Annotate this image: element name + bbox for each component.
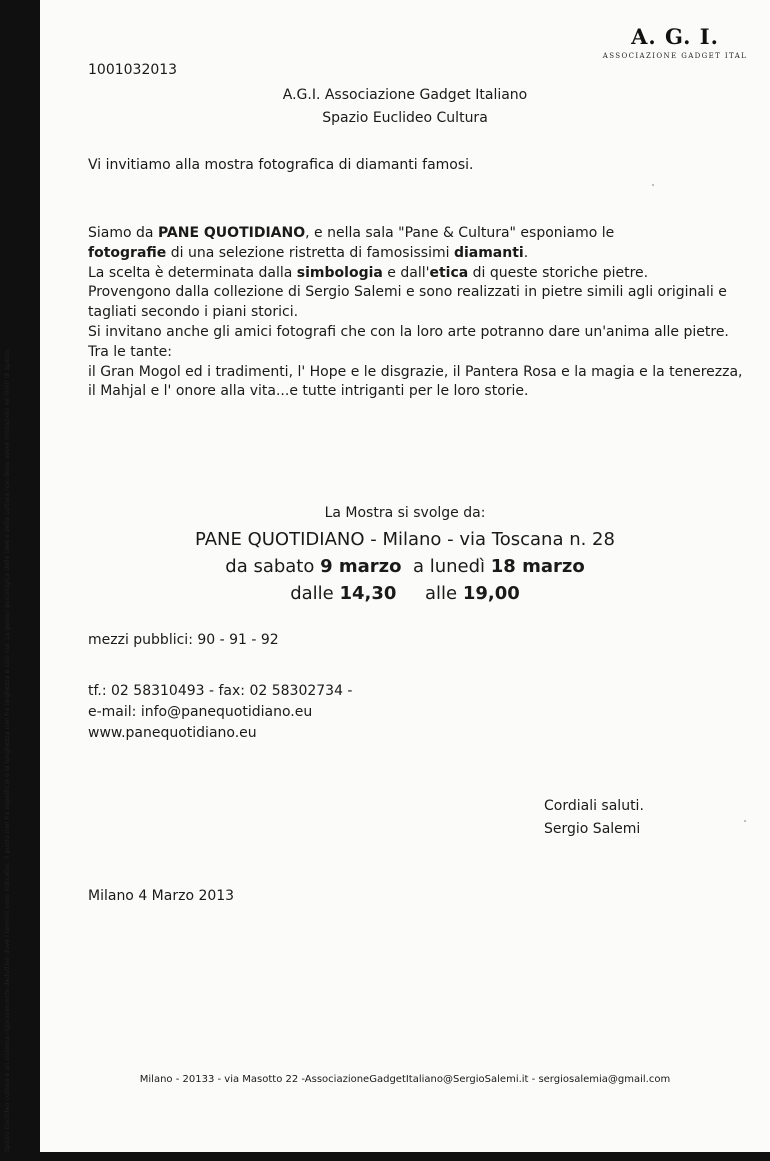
event-dates-text: da sabato [225,556,321,577]
event-intro: La Mostra si svolge da: [324,505,486,521]
body-text-run: e dall' [382,264,430,281]
body-text-run: , e nella sala "Pane & Cultura" esponiamo le [305,225,615,241]
letter-page [40,0,770,1152]
logo-subtitle: ASSOCIAZIONE GADGET ITAL [602,52,748,60]
footer-address: Milano - 20133 - via Masotto 22 -AssociazioneGadgetItaliano@SergioSalemi.it - sergiosalemia@gmail.com [139,1074,671,1085]
event-dates-text: a lunedì [401,556,491,577]
transport-info: mezzi pubblici: 90 - 91 - 92 [88,632,279,648]
event-hours-text: dalle [290,583,340,604]
paper-speck [744,820,746,822]
photos-highlight: fotografie [88,244,167,261]
diamond-list-text: il Gran Mogol ed i tradimenti, l' Hope e le disgrazie, il Pantera Rosa e la magia e la tenerezza, il Mahjal e l' onore alla vita...e tutte intriganti per le loro storie. [88,363,743,400]
email-link[interactable]: e-mail: info@panequotidiano.eu [88,704,313,720]
body-text-run: di queste storiche pietre. [468,264,649,281]
website-link[interactable]: www.panequotidiano.eu [88,725,257,741]
among-them-text: Tra le tante: [88,343,172,360]
event-hours-text: alle [396,583,463,604]
collection-text: Provengono dalla collezione di Sergio Salemi e sono realizzati in pietre simili agli originali e tagliati secondo i piani storici. [88,284,727,321]
event-venue: PANE QUOTIDIANO - Milano - via Toscana n. 28 [195,529,615,550]
event-dates [40,556,770,578]
photographers-text: Si invitano anche gli amici fotografi che con la loro arte potranno dare un'anima alle pietre. [88,323,729,340]
phone-fax: tf.: 02 58310493 - fax: 02 58302734 - [88,683,353,699]
paper-speck [652,184,654,186]
end-time: 19,00 [462,583,520,604]
event-hours [40,583,770,605]
symbology-highlight: simbologia [296,264,383,281]
body-text-run: di una selezione ristretta di famosissimi [166,244,454,261]
body-text [88,224,748,402]
diamonds-highlight: diamanti [453,244,524,261]
body-text-run: La scelta è determinata dalla [88,264,297,281]
sidebar-vertical-text: Spazio Euclideo cultura è un sistema rigorosamente deduttivo dove i termini sono indicativi; il punto non ha superficie e la lunghezza non ha larghezza e così via. La genesi psicologica delle idee e della cultura non deve avere limitazioni né limiti di spazio. [4,348,11,1152]
intro-text: Vi invitiamo alla mostra fotografica di diamanti famosi. [88,157,474,173]
body-text-run: Siamo da [88,225,158,241]
closing-greeting: Cordiali saluti. [544,798,644,814]
start-date: 9 marzo [320,556,402,577]
start-time: 14,30 [339,583,397,604]
ethics-highlight: etica [429,264,469,281]
signature: Sergio Salemi [544,821,641,837]
header-line-2: Spazio Euclideo Cultura [322,110,488,126]
header-line-1: A.G.I. Associazione Gadget Italiano [282,87,528,103]
place-date: Milano 4 Marzo 2013 [88,888,235,904]
end-date: 18 marzo [490,556,585,577]
venue-highlight: PANE QUOTIDIANO [157,225,306,241]
body-text-run: . [523,244,529,261]
logo-mark: A. G. I. [631,24,719,49]
reference-number: 1001032013 [88,62,178,78]
agi-logo [580,24,770,60]
